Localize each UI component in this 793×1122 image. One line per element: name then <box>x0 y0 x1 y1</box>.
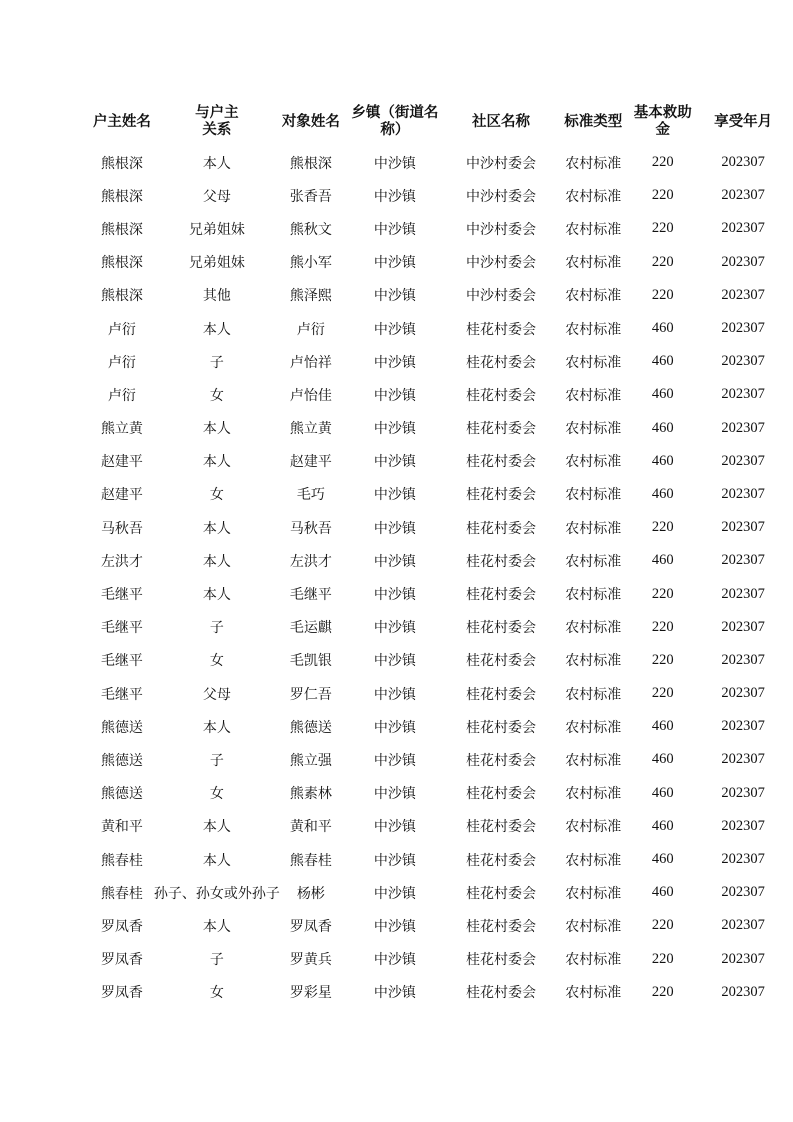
standard-cell: 农村标准 <box>565 719 622 736</box>
town-cell: 中沙镇 <box>373 354 416 371</box>
period-cell: 202307 <box>721 950 765 967</box>
subject-cell: 卢衍 <box>296 321 325 338</box>
standard-cell: 农村标准 <box>565 918 622 935</box>
period-cell: 202307 <box>721 651 765 668</box>
relation-cell: 本人 <box>202 321 231 338</box>
relation-cell: 女 <box>209 387 224 404</box>
householder-cell: 罗凤香 <box>100 952 143 969</box>
amount-cell: 460 <box>651 419 674 436</box>
table-row <box>90 212 793 245</box>
community-cell: 中沙村委会 <box>466 255 537 272</box>
standard-cell: 农村标准 <box>565 553 622 570</box>
standard-cell: 农村标准 <box>565 221 622 238</box>
householder-cell: 卢衍 <box>107 387 136 404</box>
header-community: 社区名称 <box>472 113 531 130</box>
standard-cell: 农村标准 <box>565 852 622 869</box>
standard-cell: 农村标准 <box>565 188 622 205</box>
table-row <box>90 876 793 909</box>
community-cell: 桂花村委会 <box>466 454 537 471</box>
period-cell: 202307 <box>721 519 765 536</box>
amount-cell: 460 <box>651 751 674 768</box>
town-cell: 中沙镇 <box>373 752 416 769</box>
householder-cell: 熊根深 <box>100 188 143 205</box>
period-cell: 202307 <box>721 286 765 303</box>
standard-cell: 农村标准 <box>565 653 622 670</box>
subject-cell: 罗彩星 <box>289 985 332 1002</box>
householder-cell: 熊德送 <box>100 719 143 736</box>
standard-cell: 农村标准 <box>565 321 622 338</box>
standard-cell: 农村标准 <box>565 354 622 371</box>
subject-cell: 张香吾 <box>289 188 332 205</box>
subject-cell: 熊根深 <box>289 155 332 172</box>
standard-cell: 农村标准 <box>565 255 622 272</box>
subject-cell: 卢怡祥 <box>289 354 332 371</box>
community-cell: 桂花村委会 <box>466 786 537 803</box>
standard-cell: 农村标准 <box>565 752 622 769</box>
standard-cell: 农村标准 <box>565 885 622 902</box>
town-cell: 中沙镇 <box>373 454 416 471</box>
table-row <box>90 843 793 876</box>
town-cell: 中沙镇 <box>373 221 416 238</box>
amount-cell: 220 <box>651 917 674 934</box>
town-cell: 中沙镇 <box>373 321 416 338</box>
town-cell: 中沙镇 <box>373 288 416 305</box>
period-cell: 202307 <box>721 585 765 602</box>
householder-cell: 马秋吾 <box>100 520 143 537</box>
amount-cell: 220 <box>651 950 674 967</box>
table-row <box>90 644 793 677</box>
standard-cell: 农村标准 <box>565 620 622 637</box>
period-cell: 202307 <box>721 552 765 569</box>
relation-cell: 本人 <box>202 553 231 570</box>
householder-cell: 熊德送 <box>100 752 143 769</box>
subject-cell: 熊德送 <box>289 719 332 736</box>
amount-cell: 460 <box>651 320 674 337</box>
town-cell: 中沙镇 <box>373 188 416 205</box>
householder-cell: 熊根深 <box>100 288 143 305</box>
header-relation: 与户主 关系 <box>195 105 239 138</box>
period-cell: 202307 <box>721 220 765 237</box>
town-cell: 中沙镇 <box>373 587 416 604</box>
period-cell: 202307 <box>721 187 765 204</box>
period-cell: 202307 <box>721 751 765 768</box>
amount-cell: 220 <box>651 618 674 635</box>
householder-cell: 赵建平 <box>100 487 143 504</box>
subject-cell: 毛继平 <box>289 587 332 604</box>
householder-cell: 卢衍 <box>107 354 136 371</box>
relation-cell: 子 <box>209 752 224 769</box>
subject-cell: 赵建平 <box>289 454 332 471</box>
header-standard: 标准类型 <box>564 113 623 130</box>
relation-cell: 女 <box>209 786 224 803</box>
standard-cell: 农村标准 <box>565 487 622 504</box>
householder-cell: 熊根深 <box>100 221 143 238</box>
subject-cell: 罗仁吾 <box>289 686 332 703</box>
period-cell: 202307 <box>721 386 765 403</box>
period-cell: 202307 <box>721 452 765 469</box>
amount-cell: 460 <box>651 485 674 502</box>
town-cell: 中沙镇 <box>373 952 416 969</box>
standard-cell: 农村标准 <box>565 819 622 836</box>
subject-cell: 熊秋文 <box>289 221 332 238</box>
table-row <box>90 279 793 312</box>
table-row <box>90 611 793 644</box>
community-cell: 桂花村委会 <box>466 387 537 404</box>
relation-cell: 本人 <box>202 454 231 471</box>
table-row <box>90 478 793 511</box>
table-row <box>90 976 793 1009</box>
relief-roster-table <box>90 98 793 1009</box>
community-cell: 桂花村委会 <box>466 653 537 670</box>
period-cell: 202307 <box>721 784 765 801</box>
relation-cell: 本人 <box>202 852 231 869</box>
relation-cell: 本人 <box>202 719 231 736</box>
header-amount: 基本救助金 <box>633 105 692 138</box>
relation-cell: 兄弟姐妹 <box>188 221 245 238</box>
standard-cell: 农村标准 <box>565 421 622 438</box>
subject-cell: 熊小军 <box>289 255 332 272</box>
standard-cell: 农村标准 <box>565 288 622 305</box>
householder-cell: 毛继平 <box>100 686 143 703</box>
subject-cell: 熊素林 <box>289 786 332 803</box>
relation-cell: 本人 <box>202 918 231 935</box>
relation-cell: 本人 <box>202 587 231 604</box>
town-cell: 中沙镇 <box>373 553 416 570</box>
community-cell: 桂花村委会 <box>466 952 537 969</box>
period-cell: 202307 <box>721 917 765 934</box>
town-cell: 中沙镇 <box>373 620 416 637</box>
subject-cell: 罗黄兵 <box>289 952 332 969</box>
header-subject: 对象姓名 <box>281 113 340 130</box>
subject-cell: 熊立黄 <box>289 421 332 438</box>
relation-cell: 其他 <box>202 288 231 305</box>
town-cell: 中沙镇 <box>373 786 416 803</box>
community-cell: 桂花村委会 <box>466 587 537 604</box>
community-cell: 中沙村委会 <box>466 221 537 238</box>
period-cell: 202307 <box>721 320 765 337</box>
table-row <box>90 544 793 577</box>
subject-cell: 马秋吾 <box>289 520 332 537</box>
town-cell: 中沙镇 <box>373 155 416 172</box>
amount-cell: 220 <box>651 983 674 1000</box>
relation-cell: 子 <box>209 620 224 637</box>
community-cell: 桂花村委会 <box>466 686 537 703</box>
standard-cell: 农村标准 <box>565 686 622 703</box>
subject-cell: 卢怡佳 <box>289 387 332 404</box>
householder-cell: 毛继平 <box>100 620 143 637</box>
town-cell: 中沙镇 <box>373 255 416 272</box>
amount-cell: 220 <box>651 154 674 171</box>
community-cell: 桂花村委会 <box>466 885 537 902</box>
town-cell: 中沙镇 <box>373 686 416 703</box>
standard-cell: 农村标准 <box>565 786 622 803</box>
relation-cell: 本人 <box>202 155 231 172</box>
community-cell: 桂花村委会 <box>466 620 537 637</box>
table-row <box>90 179 793 212</box>
subject-cell: 罗凤香 <box>289 918 332 935</box>
standard-cell: 农村标准 <box>565 952 622 969</box>
standard-cell: 农村标准 <box>565 454 622 471</box>
amount-cell: 220 <box>651 585 674 602</box>
town-cell: 中沙镇 <box>373 421 416 438</box>
community-cell: 桂花村委会 <box>466 918 537 935</box>
amount-cell: 460 <box>651 452 674 469</box>
town-cell: 中沙镇 <box>373 520 416 537</box>
community-cell: 中沙村委会 <box>466 155 537 172</box>
table-row <box>90 378 793 411</box>
town-cell: 中沙镇 <box>373 387 416 404</box>
householder-cell: 毛继平 <box>100 653 143 670</box>
community-cell: 桂花村委会 <box>466 752 537 769</box>
subject-cell: 杨彬 <box>296 885 325 902</box>
community-cell: 中沙村委会 <box>466 288 537 305</box>
table-row <box>90 743 793 776</box>
householder-cell: 左洪才 <box>100 553 143 570</box>
amount-cell: 460 <box>651 851 674 868</box>
table-row <box>90 345 793 378</box>
subject-cell: 熊泽熙 <box>289 288 332 305</box>
table-row <box>90 710 793 743</box>
table-row <box>90 677 793 710</box>
householder-cell: 罗凤香 <box>100 985 143 1002</box>
table-row <box>90 810 793 843</box>
householder-cell: 卢衍 <box>107 321 136 338</box>
standard-cell: 农村标准 <box>565 587 622 604</box>
community-cell: 桂花村委会 <box>466 985 537 1002</box>
householder-cell: 黄和平 <box>100 819 143 836</box>
amount-cell: 220 <box>651 286 674 303</box>
householder-cell: 熊春桂 <box>100 885 143 902</box>
subject-cell: 毛凯银 <box>289 653 332 670</box>
table-row <box>90 511 793 544</box>
amount-cell: 220 <box>651 187 674 204</box>
table-row <box>90 312 793 345</box>
period-cell: 202307 <box>721 618 765 635</box>
householder-cell: 熊根深 <box>100 255 143 272</box>
town-cell: 中沙镇 <box>373 885 416 902</box>
town-cell: 中沙镇 <box>373 819 416 836</box>
town-cell: 中沙镇 <box>373 487 416 504</box>
amount-cell: 220 <box>651 519 674 536</box>
subject-cell: 黄和平 <box>289 819 332 836</box>
community-cell: 桂花村委会 <box>466 520 537 537</box>
town-cell: 中沙镇 <box>373 719 416 736</box>
relation-cell: 兄弟姐妹 <box>188 255 245 272</box>
relation-cell: 父母 <box>202 686 231 703</box>
community-cell: 桂花村委会 <box>466 487 537 504</box>
table-row <box>90 445 793 478</box>
community-cell: 桂花村委会 <box>466 852 537 869</box>
householder-cell: 熊德送 <box>100 786 143 803</box>
table-row <box>90 146 793 179</box>
period-cell: 202307 <box>721 485 765 502</box>
subject-cell: 毛巧 <box>296 487 325 504</box>
period-cell: 202307 <box>721 685 765 702</box>
householder-cell: 熊根深 <box>100 155 143 172</box>
period-cell: 202307 <box>721 154 765 171</box>
relation-cell: 本人 <box>202 421 231 438</box>
community-cell: 桂花村委会 <box>466 421 537 438</box>
table-row <box>90 909 793 942</box>
period-cell: 202307 <box>721 718 765 735</box>
roster-body <box>90 146 793 1009</box>
town-cell: 中沙镇 <box>373 985 416 1002</box>
relation-cell: 本人 <box>202 819 231 836</box>
period-cell: 202307 <box>721 983 765 1000</box>
community-cell: 桂花村委会 <box>466 354 537 371</box>
amount-cell: 460 <box>651 817 674 834</box>
period-cell: 202307 <box>721 884 765 901</box>
community-cell: 桂花村委会 <box>466 819 537 836</box>
subject-cell: 毛运麒 <box>289 620 332 637</box>
relation-cell: 父母 <box>202 188 231 205</box>
relation-cell: 女 <box>209 487 224 504</box>
amount-cell: 220 <box>651 220 674 237</box>
amount-cell: 460 <box>651 386 674 403</box>
amount-cell: 460 <box>651 718 674 735</box>
table-row <box>90 412 793 445</box>
relation-cell: 子 <box>209 354 224 371</box>
community-cell: 桂花村委会 <box>466 719 537 736</box>
amount-cell: 460 <box>651 884 674 901</box>
table-row <box>90 777 793 810</box>
amount-cell: 460 <box>651 552 674 569</box>
header-householder: 户主姓名 <box>92 113 151 130</box>
amount-cell: 220 <box>651 253 674 270</box>
town-cell: 中沙镇 <box>373 918 416 935</box>
subject-cell: 左洪才 <box>289 553 332 570</box>
town-cell: 中沙镇 <box>373 852 416 869</box>
standard-cell: 农村标准 <box>565 520 622 537</box>
relation-cell: 女 <box>209 985 224 1002</box>
period-cell: 202307 <box>721 353 765 370</box>
amount-cell: 460 <box>651 353 674 370</box>
period-cell: 202307 <box>721 851 765 868</box>
amount-cell: 220 <box>651 685 674 702</box>
table-row <box>90 246 793 279</box>
relief-roster-sheet <box>90 98 793 1009</box>
table-row <box>90 943 793 976</box>
community-cell: 桂花村委会 <box>466 321 537 338</box>
period-cell: 202307 <box>721 419 765 436</box>
subject-cell: 熊春桂 <box>289 852 332 869</box>
table-row <box>90 577 793 610</box>
header-period: 享受年月 <box>714 113 773 130</box>
standard-cell: 农村标准 <box>565 387 622 404</box>
householder-cell: 赵建平 <box>100 454 143 471</box>
amount-cell: 220 <box>651 651 674 668</box>
relation-cell: 子 <box>209 952 224 969</box>
relation-cell: 孙子、孙女或外孙子 <box>153 885 280 902</box>
householder-cell: 毛继平 <box>100 587 143 604</box>
standard-cell: 农村标准 <box>565 985 622 1002</box>
header-town: 乡镇（街道名 称） <box>351 105 439 138</box>
standard-cell: 农村标准 <box>565 155 622 172</box>
householder-cell: 熊立黄 <box>100 421 143 438</box>
householder-cell: 罗凤香 <box>100 918 143 935</box>
relation-cell: 女 <box>209 653 224 670</box>
community-cell: 桂花村委会 <box>466 553 537 570</box>
period-cell: 202307 <box>721 253 765 270</box>
community-cell: 中沙村委会 <box>466 188 537 205</box>
period-cell: 202307 <box>721 817 765 834</box>
amount-cell: 460 <box>651 784 674 801</box>
header-row <box>90 98 793 146</box>
subject-cell: 熊立强 <box>289 752 332 769</box>
town-cell: 中沙镇 <box>373 653 416 670</box>
householder-cell: 熊春桂 <box>100 852 143 869</box>
relation-cell: 本人 <box>202 520 231 537</box>
